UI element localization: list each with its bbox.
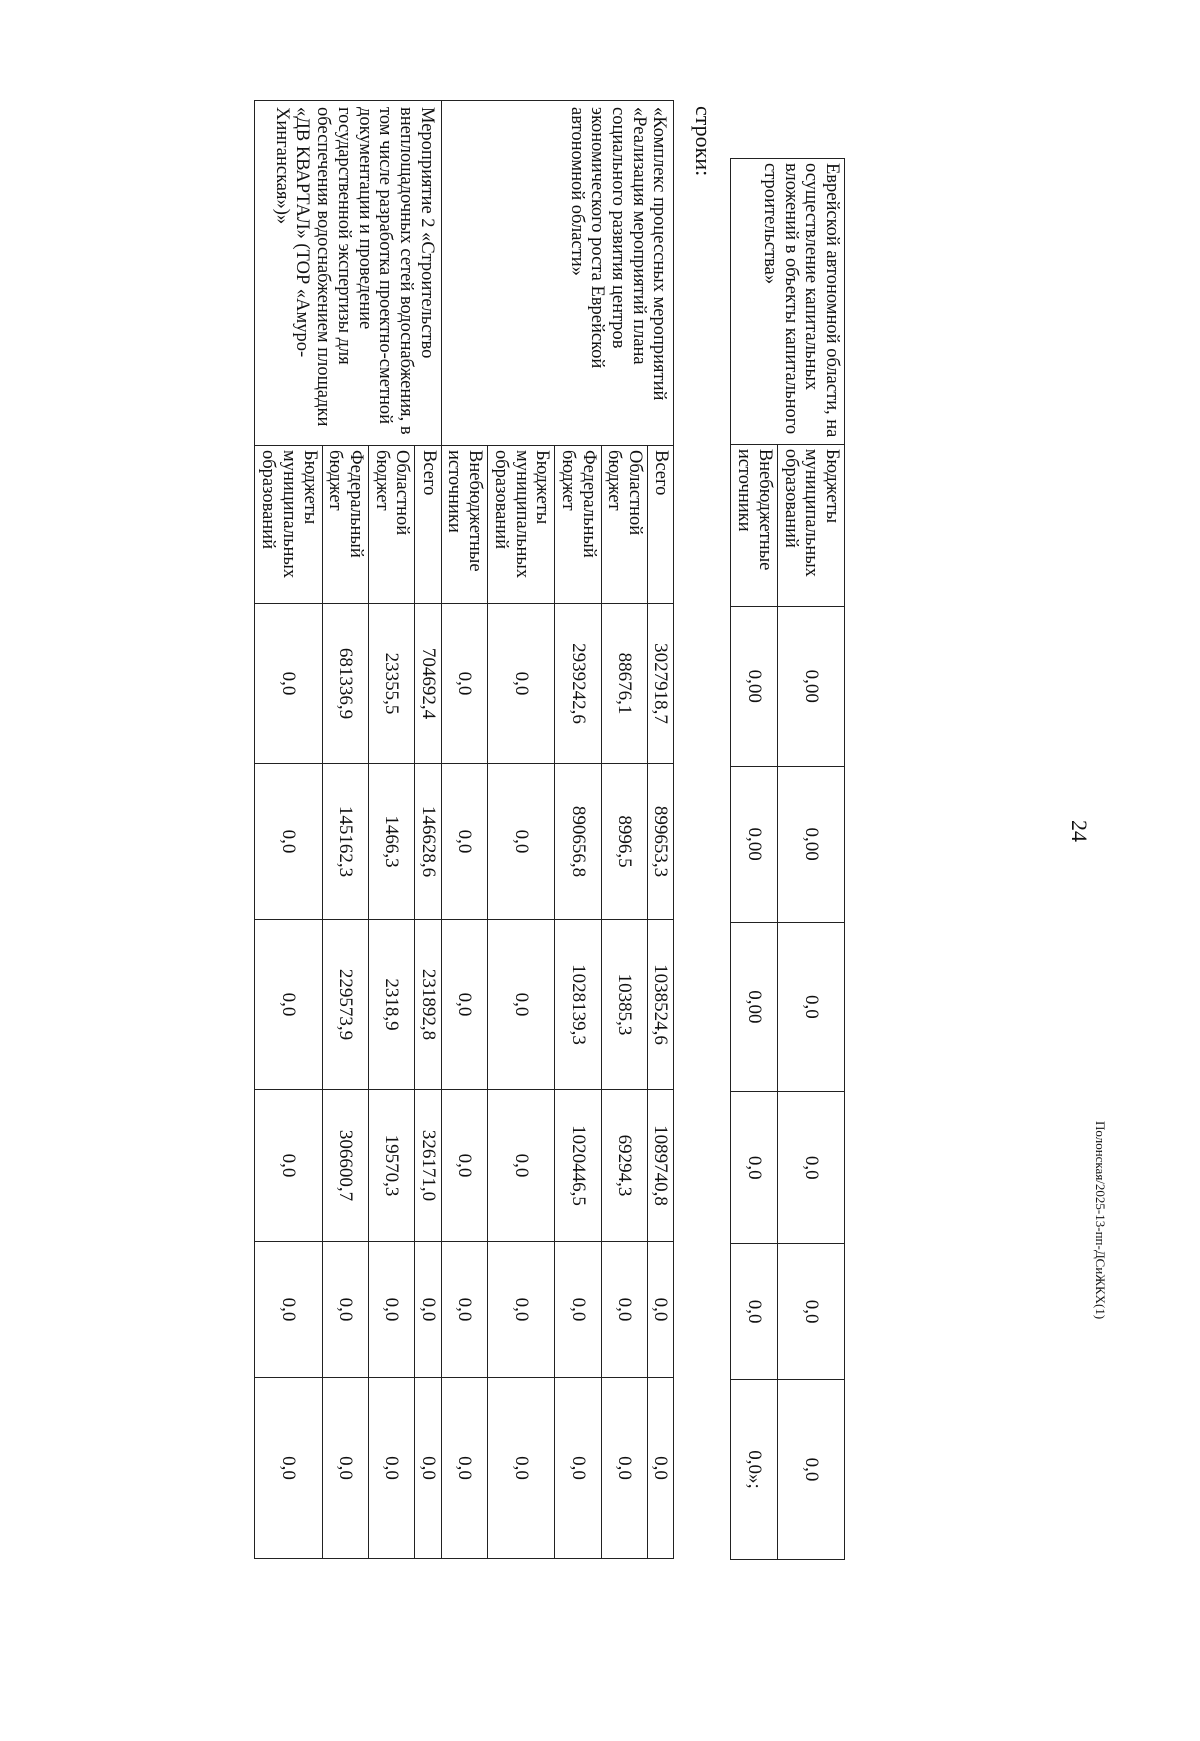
rows-label: строки: <box>691 106 717 177</box>
amount-cell: 0,00 <box>777 606 844 766</box>
amount-cell: 681336,9 <box>322 604 368 764</box>
amount-cell: 0,0 <box>255 764 322 920</box>
amount-cell: 2939242,6 <box>555 604 601 764</box>
amount-cell: 899653,3 <box>648 764 674 920</box>
amount-cell: 0,0 <box>441 764 487 920</box>
amount-cell: 19570,3 <box>368 1090 414 1242</box>
amount-cell: 0,00 <box>777 766 844 922</box>
amount-cell: 0,0 <box>255 920 322 1090</box>
amount-cell: 231892,8 <box>415 920 441 1090</box>
amount-cell: 0,0 <box>441 604 487 764</box>
amount-cell: 0,0 <box>441 1090 487 1242</box>
amount-cell: 1089740,8 <box>648 1090 674 1242</box>
measure-description: Мероприятие 2 «Строительство внеплощадочных сетей водоснабжения, в том числе разработка проектно-сметной документации и проведение государственной экспертизы для обеспечения водоснабжением площадки «ДВ КВАРТАЛ» (ТОР «Амуро-Хинганская»)» <box>255 101 441 446</box>
amount-cell: 0,0 <box>322 1242 368 1378</box>
table-row <box>415 101 441 1559</box>
funding-source: Внебюджетные источники <box>731 444 777 606</box>
funding-source: Всего <box>648 446 674 604</box>
amount-cell: 0,0 <box>777 922 844 1092</box>
amount-cell: 0,0 <box>731 1244 777 1380</box>
amount-cell: 0,0 <box>488 920 555 1090</box>
funding-source: Федеральный бюджет <box>555 446 601 604</box>
amount-cell: 10385,3 <box>601 920 647 1090</box>
table-row <box>648 101 674 1559</box>
amount-cell: 1020446,5 <box>555 1090 601 1242</box>
amount-cell: 306600,7 <box>322 1090 368 1242</box>
funding-source: Всего <box>415 446 441 604</box>
amount-cell: 0,0 <box>441 1378 487 1559</box>
amount-cell: 0,0 <box>488 1090 555 1242</box>
amount-cell: 1038524,6 <box>648 920 674 1090</box>
amount-cell: 0,0 <box>648 1242 674 1378</box>
amount-cell: 1466,3 <box>368 764 414 920</box>
amount-cell: 0,0 <box>368 1242 414 1378</box>
amount-cell: 0,0 <box>368 1378 414 1559</box>
funding-source: Бюджеты муниципальных образований <box>488 446 555 604</box>
amount-cell: 0,0 <box>441 920 487 1090</box>
page-number: 24 <box>1067 820 1092 842</box>
amount-cell: 3027918,7 <box>648 604 674 764</box>
amount-cell: 2318,9 <box>368 920 414 1090</box>
amount-cell: 145162,3 <box>322 764 368 920</box>
amount-cell: 0,0 <box>488 764 555 920</box>
amount-cell: 0,00 <box>731 606 777 766</box>
amount-cell: 23355,5 <box>368 604 414 764</box>
table-row <box>777 159 844 1560</box>
amount-cell: 0,0 <box>555 1378 601 1559</box>
amount-cell: 0,0 <box>255 1378 322 1559</box>
amount-cell: 0,0 <box>777 1244 844 1380</box>
amount-cell: 229573,9 <box>322 920 368 1090</box>
funding-source: Областной бюджет <box>368 446 414 604</box>
amount-cell: 0,0»; <box>731 1380 777 1560</box>
amount-cell: 0,0 <box>777 1092 844 1244</box>
amount-cell: 0,0 <box>601 1242 647 1378</box>
amount-cell: 0,0 <box>322 1378 368 1559</box>
document-code: Полонская/2025-13-пп-ДСиЖКХ(1) <box>1093 1121 1108 1320</box>
amount-cell: 0,0 <box>601 1378 647 1559</box>
rotated-content <box>0 100 845 1560</box>
amount-cell: 0,0 <box>731 1092 777 1244</box>
amount-cell: 0,0 <box>415 1378 441 1559</box>
funding-source: Внебюджетные источники <box>441 446 487 604</box>
measure-description: Еврейской автономной области, на осуществление капитальных вложений в объекты капитального строительства» <box>731 159 845 445</box>
amount-cell: 890656,8 <box>555 764 601 920</box>
amount-cell: 0,0 <box>255 604 322 764</box>
funding-source: Бюджеты муниципальных образований <box>255 446 322 604</box>
amount-cell: 0,0 <box>488 1242 555 1378</box>
amount-cell: 0,0 <box>255 1242 322 1378</box>
amount-cell: 0,0 <box>555 1242 601 1378</box>
amount-cell: 1028139,3 <box>555 920 601 1090</box>
amount-cell: 704692,4 <box>415 604 441 764</box>
amount-cell: 0,0 <box>255 1090 322 1242</box>
amount-cell: 0,0 <box>441 1242 487 1378</box>
amount-cell: 0,0 <box>777 1380 844 1560</box>
amount-cell: 0,0 <box>415 1242 441 1378</box>
measure-description: «Комплекс процессных мероприятий «Реализация мероприятий плана социального развития центров экономического роста Еврейской автономной области» <box>441 101 674 446</box>
amount-cell: 0,00 <box>731 766 777 922</box>
amount-cell: 0,0 <box>648 1378 674 1559</box>
amount-cell: 0,00 <box>731 922 777 1092</box>
amount-cell: 146628,6 <box>415 764 441 920</box>
amount-cell: 88676,1 <box>601 604 647 764</box>
funding-source: Бюджеты муниципальных образований <box>777 444 844 606</box>
amount-cell: 8996,5 <box>601 764 647 920</box>
funding-source: Федеральный бюджет <box>322 446 368 604</box>
main-table <box>254 100 674 1559</box>
top-table <box>730 158 845 1560</box>
amount-cell: 0,0 <box>488 1378 555 1559</box>
funding-source: Областной бюджет <box>601 446 647 604</box>
amount-cell: 0,0 <box>488 604 555 764</box>
amount-cell: 326171,0 <box>415 1090 441 1242</box>
amount-cell: 69294,3 <box>601 1090 647 1242</box>
